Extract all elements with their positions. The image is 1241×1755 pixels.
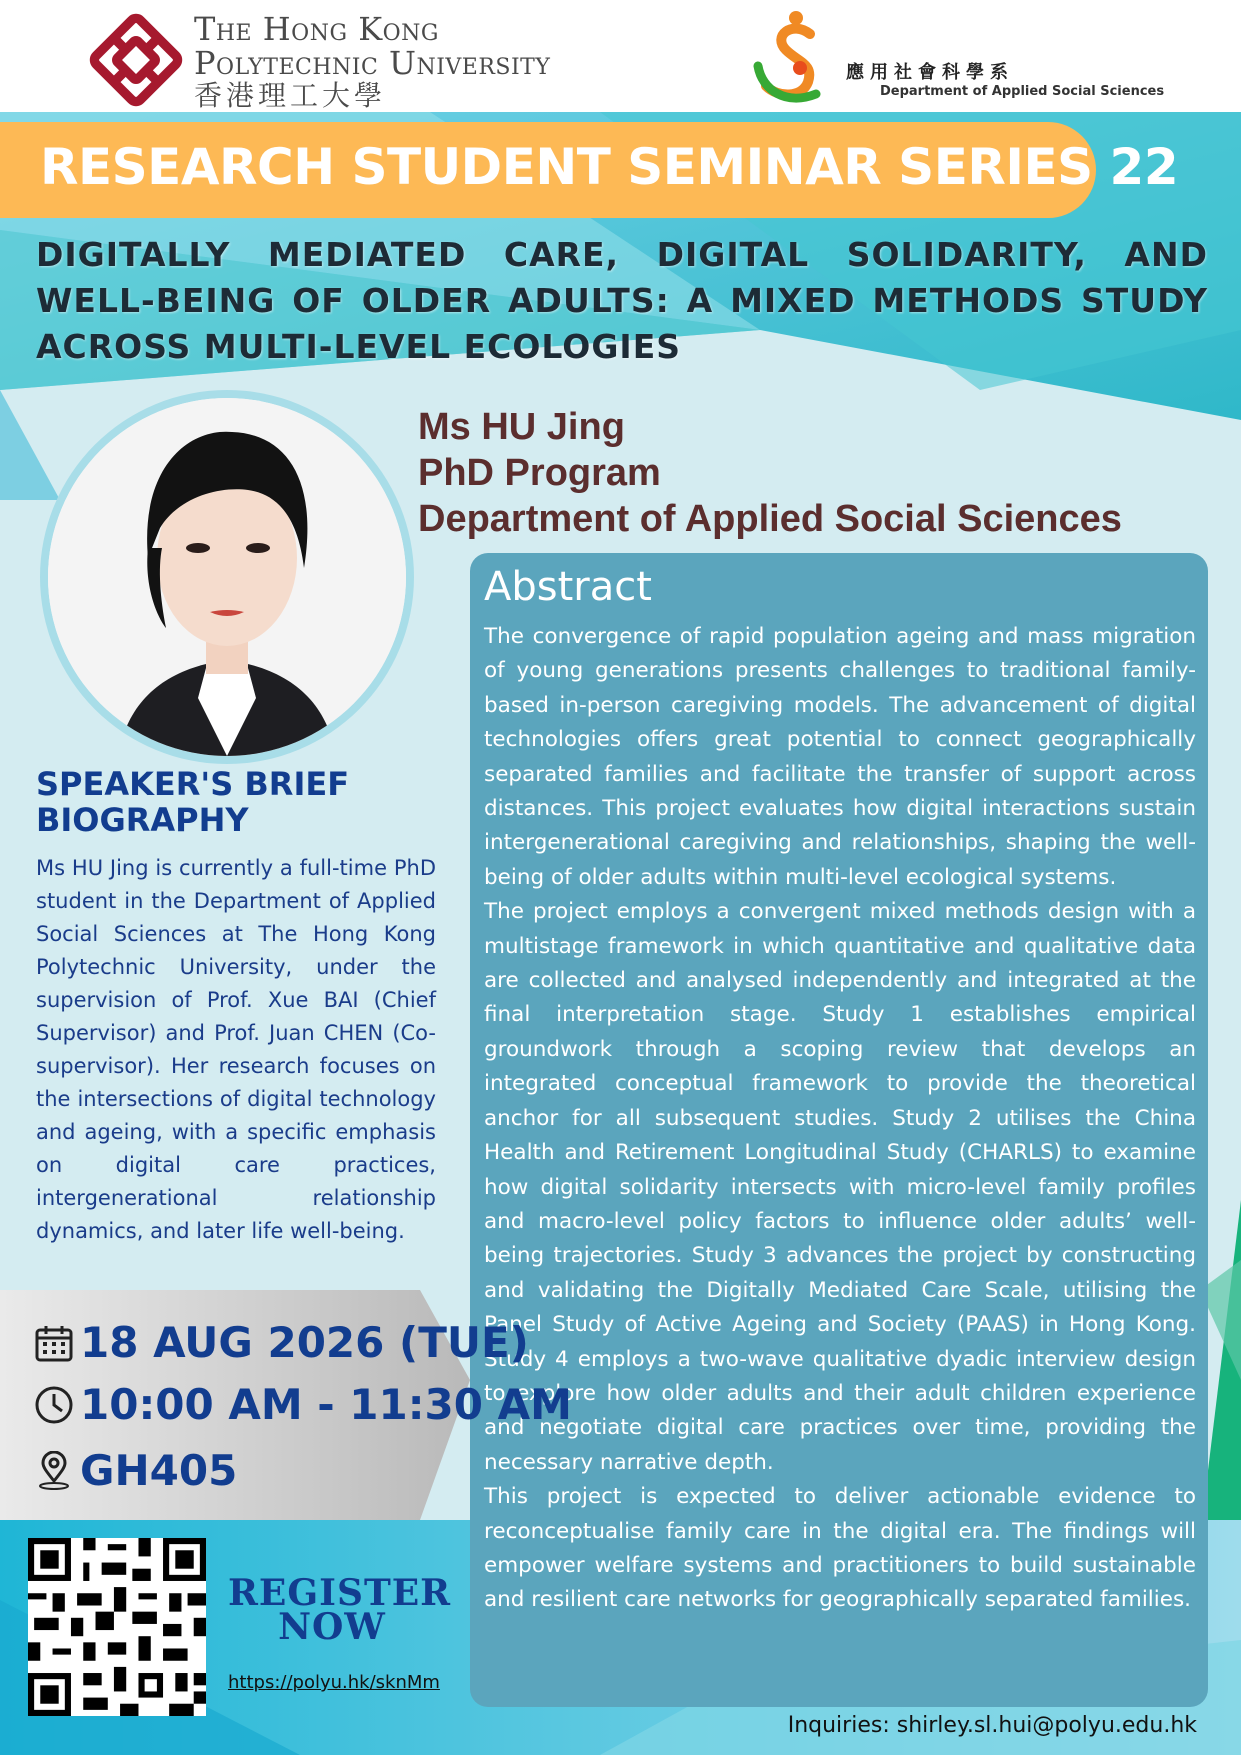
university-name-line1: The Hong Kong xyxy=(194,10,439,48)
polyu-logo-icon xyxy=(84,8,188,112)
series-banner-text: RESEARCH STUDENT SEMINAR SERIES 22 xyxy=(40,138,1179,196)
abstract-heading: Abstract xyxy=(484,564,652,610)
speaker-photo xyxy=(48,398,406,756)
calendar-icon xyxy=(34,1323,74,1363)
abstract-paragraph: This project is expected to deliver actionable evidence to reconceptualise family care in the digital era. The findings will empower welfare systems and practitioners to build sustainable and resilient care networks for geographically separated families. xyxy=(484,1484,1196,1613)
biography-text: Ms HU Jing is currently a full-time PhD student in the Department of Applied Social Sciences at The Hong Kong Polytechnic University, under the supervision of Prof. Xue BAI (Chief Supervisor) and Prof. Juan CHEN (Co-supervisor). Her research focuses on the intersections of digital technology and ageing, with a specific emphasis on digital care practices, intergenerational relationship dynamics, and later life well-being. xyxy=(36,856,436,1243)
university-name-line2: Polytechnic University xyxy=(194,44,551,82)
speaker-program: PhD Program xyxy=(418,452,661,494)
speaker-department: Department of Applied Social Sciences xyxy=(418,498,1122,540)
register-now-label xyxy=(228,1572,452,1648)
abstract-body xyxy=(484,620,1196,1618)
department-name-en: Department of Applied Social Sciences xyxy=(880,84,1165,99)
abstract-paragraph: The project employs a convergent mixed methods design with a multistage framework in which quantitative and qualitative data are collected and analysed independently and integrated at the final interpretation stage. Study 1 establishes empirical groundwork through a scoping review that develops an integrated conceptual framework to provide the theoretical anchor for all subsequent studies. Study 2 utilises the China Health and Retirement Longitudinal Study (CHARLS) to examine how digital solidarity intersects with micro-level family profiles and macro-level policy factors to influence older adults’ well-being trajectories. Study 3 advances the project by constructing and validating the Digitally Mediated Care Scale, utilising the Panel Study of Active Ageing and Society (PAAS) in Hong Kong. Study 4 employs a two-wave qualitative dyadic interview design to explore how older adults and their adult children experience and negotiate digital care practices over time, providing the necessary narrative depth. xyxy=(484,899,1196,1475)
event-venue: GH405 xyxy=(80,1446,238,1495)
register-line1: REGISTER xyxy=(228,1572,452,1614)
department-name-zh: 應用社會科學系 xyxy=(846,62,1014,83)
registration-link[interactable]: https://polyu.hk/sknMm xyxy=(228,1672,440,1693)
event-time-row xyxy=(34,1380,572,1429)
biography-heading-line2: BIOGRAPHY xyxy=(36,801,249,839)
university-name xyxy=(194,12,550,112)
register-line2: NOW xyxy=(278,1606,386,1648)
event-venue-row xyxy=(34,1446,237,1495)
event-date-row xyxy=(34,1318,529,1367)
event-date: 18 AUG 2026 (TUE) xyxy=(80,1318,529,1367)
speaker-portrait-icon xyxy=(48,398,406,756)
qr-code-icon[interactable] xyxy=(28,1538,206,1716)
university-name-zh: 香港理工大學 xyxy=(194,79,387,112)
event-time: 10:00 AM - 11:30 AM xyxy=(80,1380,572,1429)
seminar-title: DIGITALLY MEDIATED CARE, DIGITAL SOLIDARITY, AND WELL-BEING OF OLDER ADULTS: A MIXED METHODS STUDY ACROSS MULTI-LEVEL ECOLOGIES xyxy=(36,235,1208,366)
event-info-panel xyxy=(0,1290,572,1520)
location-pin-icon xyxy=(34,1451,74,1491)
department-logo-icon xyxy=(752,6,836,106)
header xyxy=(0,0,1241,112)
abstract-paragraph: The convergence of rapid population ageing and mass migration of young generations presents challenges to traditional family-based in-person caregiving models. The advancement of digital technologies offers great potential to connect geographically separated families and facilitate the transfer of support across distances. This project evaluates how digital interactions sustain intergenerational caregiving and relationships, shaping the well-being of older adults within multi-level ecological systems. xyxy=(484,624,1196,890)
clock-icon xyxy=(34,1385,74,1425)
biography-heading-line1: SPEAKER'S BRIEF xyxy=(36,765,350,803)
inquiries-contact: Inquiries: shirley.sl.hui@polyu.edu.hk xyxy=(787,1713,1197,1738)
speaker-name: Ms HU Jing xyxy=(418,406,625,448)
speaker-info xyxy=(418,404,1122,542)
biography-heading xyxy=(36,766,349,838)
